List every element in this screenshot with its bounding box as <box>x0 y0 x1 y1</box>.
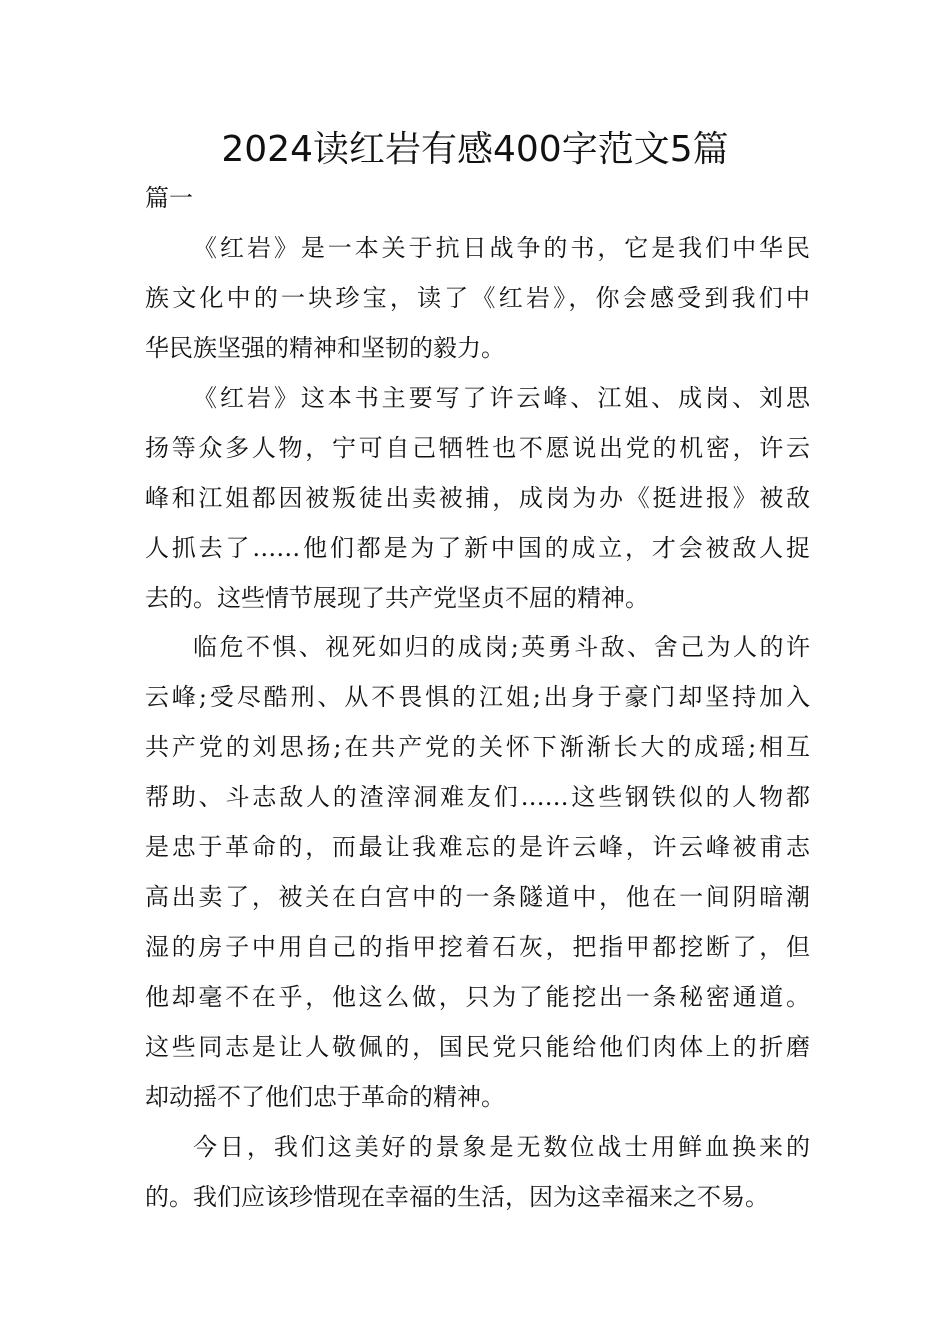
paragraph-2-line-1: 《红岩》这本书主要写了许云峰、江姐、成岗、刘思 <box>193 384 810 412</box>
paragraph-1-line-2: 族文化中的一块珍宝，读了《红岩》，你会感受到我们中 <box>145 284 810 312</box>
paragraph-2-line-2: 扬等众多人物，宁可自己牺牲也不愿说出党的机密，许云 <box>145 434 810 462</box>
paragraph-3-line-1: 临危不惧、视死如归的成岗;英勇斗敌、舍己为人的许 <box>193 633 810 661</box>
document-title: 2024读红岩有感400字范文5篇 <box>221 129 729 170</box>
paragraph-1-line-1: 《红岩》是一本关于抗日战争的书，它是我们中华民 <box>193 234 810 262</box>
section-heading: 篇一 <box>145 184 193 212</box>
paragraph-4-line-2: 的。我们应该珍惜现在幸福的生活，因为这幸福来之不易。 <box>145 1183 769 1211</box>
paragraph-3-line-2: 云峰;受尽酷刑、从不畏惧的江姐;出身于豪门却坚持加入 <box>145 683 810 711</box>
paragraph-3-line-10: 却动摇不了他们忠于革命的精神。 <box>145 1083 505 1111</box>
paragraph-3-line-9: 这些同志是让人敬佩的，国民党只能给他们肉体上的折磨 <box>145 1033 810 1061</box>
paragraph-3-line-8: 他却毫不在乎，他这么做，只为了能挖出一条秘密通道。 <box>145 983 810 1011</box>
paragraph-2-line-3: 峰和江姐都因被叛徒出卖被捕，成岗为办《挺进报》被敌 <box>145 484 810 512</box>
paragraph-4-line-1: 今日，我们这美好的景象是无数位战士用鲜血换来的 <box>193 1133 810 1161</box>
paragraph-2-line-5: 去的。这些情节展现了共产党坚贞不屈的精神。 <box>145 584 649 612</box>
paragraph-1-line-3: 华民族坚强的精神和坚韧的毅力。 <box>145 334 505 362</box>
paragraph-3-line-4: 帮助、斗志敌人的渣滓洞难友们……这些钢铁似的人物都 <box>145 783 810 811</box>
paragraph-3-line-3: 共产党的刘思扬;在共产党的关怀下渐渐长大的成瑶;相互 <box>145 733 810 761</box>
paragraph-3-line-5: 是忠于革命的，而最让我难忘的是许云峰，许云峰被甫志 <box>145 833 810 861</box>
paragraph-3-line-7: 湿的房子中用自己的指甲挖着石灰，把指甲都挖断了，但 <box>145 933 810 961</box>
paragraph-3-line-6: 高出卖了，被关在白宫中的一条隧道中，他在一间阴暗潮 <box>145 883 810 911</box>
paragraph-2-line-4: 人抓去了……他们都是为了新中国的成立，才会被敌人捉 <box>145 534 810 562</box>
